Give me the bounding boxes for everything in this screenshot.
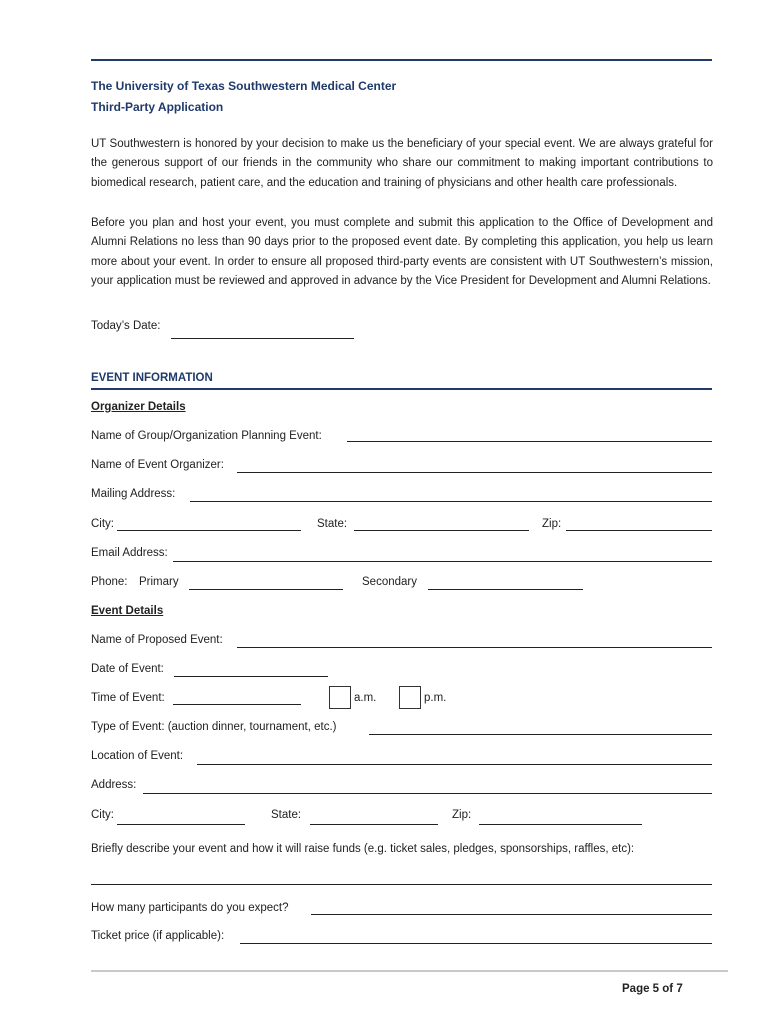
header-rule <box>91 59 712 61</box>
organizer-name-field[interactable] <box>237 472 712 473</box>
event-address-label: Address: <box>91 779 137 791</box>
pm-label: p.m. <box>424 692 447 704</box>
event-state-label: State: <box>271 809 302 821</box>
organizer-city-field[interactable] <box>117 530 301 531</box>
organizer-city-label: City: <box>91 518 114 530</box>
event-zip-label: Zip: <box>452 809 472 821</box>
event-location-label: Location of Event: <box>91 750 184 762</box>
phone-label: Phone: <box>91 576 128 588</box>
am-checkbox[interactable] <box>329 686 351 709</box>
todays-date-label: Today’s Date: <box>91 320 161 332</box>
section-rule <box>91 388 712 390</box>
participants-field[interactable] <box>311 914 712 915</box>
pm-checkbox[interactable] <box>399 686 421 709</box>
form-title: Third-Party Application <box>91 100 224 114</box>
organizer-state-label: State: <box>317 518 348 530</box>
institution-name: The University of Texas Southwestern Medical Center <box>91 79 397 93</box>
ticket-price-label: Ticket price (if applicable): <box>91 930 225 942</box>
proposed-event-name-field[interactable] <box>237 647 712 648</box>
organizer-state-field[interactable] <box>354 530 529 531</box>
organizer-zip-field[interactable] <box>566 530 712 531</box>
primary-phone-label: Primary <box>139 576 179 588</box>
event-state-field[interactable] <box>310 824 438 825</box>
event-details-heading: Event Details <box>91 605 164 617</box>
secondary-phone-label: Secondary <box>362 576 417 588</box>
event-date-field[interactable] <box>174 676 328 677</box>
email-field[interactable] <box>173 561 712 562</box>
primary-phone-field[interactable] <box>189 589 343 590</box>
proposed-event-name-label: Name of Proposed Event: <box>91 634 223 646</box>
intro-paragraph-2: Before you plan and host your event, you must complete and submit this application to the Office of Development and Alumni Relations no less than 90 days prior to the proposed event date. By completing this application, you help us learn more about your event. In order to ensure all proposed third-party events are consistent with UT Southwestern’s mission, your application must be reviewed and approved in advance by the Vice President for Development and Alumni Relations. <box>91 217 713 287</box>
am-label: a.m. <box>354 692 377 704</box>
mailing-address-field[interactable] <box>190 501 712 502</box>
event-description-field[interactable] <box>91 884 712 885</box>
ticket-price-field[interactable] <box>240 943 712 944</box>
secondary-phone-field[interactable] <box>428 589 583 590</box>
organizer-details-heading: Organizer Details <box>91 401 186 413</box>
footer-rule <box>91 970 728 972</box>
event-location-field[interactable] <box>197 764 712 765</box>
event-zip-field[interactable] <box>479 824 642 825</box>
organizer-zip-label: Zip: <box>542 518 562 530</box>
event-type-field[interactable] <box>369 734 712 735</box>
page-number: Page 5 of 7 <box>622 983 683 995</box>
event-time-field[interactable] <box>173 704 301 705</box>
event-information-heading: EVENT INFORMATION <box>91 372 213 384</box>
event-city-label: City: <box>91 809 114 821</box>
email-label: Email Address: <box>91 547 168 559</box>
event-time-label: Time of Event: <box>91 692 165 704</box>
event-type-label: Type of Event: (auction dinner, tournament, etc.) <box>91 721 337 733</box>
intro-paragraph-1: UT Southwestern is honored by your decision to make us the beneficiary of your special event. We are always grateful for the generous support of our friends in the community who share our commitment to making important contributions to biomedical research, patient care, and the education and training of physicians and other health care professionals. <box>91 138 713 189</box>
event-date-label: Date of Event: <box>91 663 164 675</box>
organizer-name-label: Name of Event Organizer: <box>91 459 224 471</box>
event-city-field[interactable] <box>117 824 245 825</box>
group-name-field[interactable] <box>347 441 712 442</box>
participants-label: How many participants do you expect? <box>91 902 289 914</box>
event-description-label: Briefly describe your event and how it will raise funds (e.g. ticket sales, pledges, sponsorships, raffles, etc): <box>91 843 635 855</box>
todays-date-field[interactable] <box>171 338 354 339</box>
group-name-label: Name of Group/Organization Planning Event: <box>91 430 322 442</box>
mailing-address-label: Mailing Address: <box>91 488 176 500</box>
event-address-field[interactable] <box>143 793 712 794</box>
